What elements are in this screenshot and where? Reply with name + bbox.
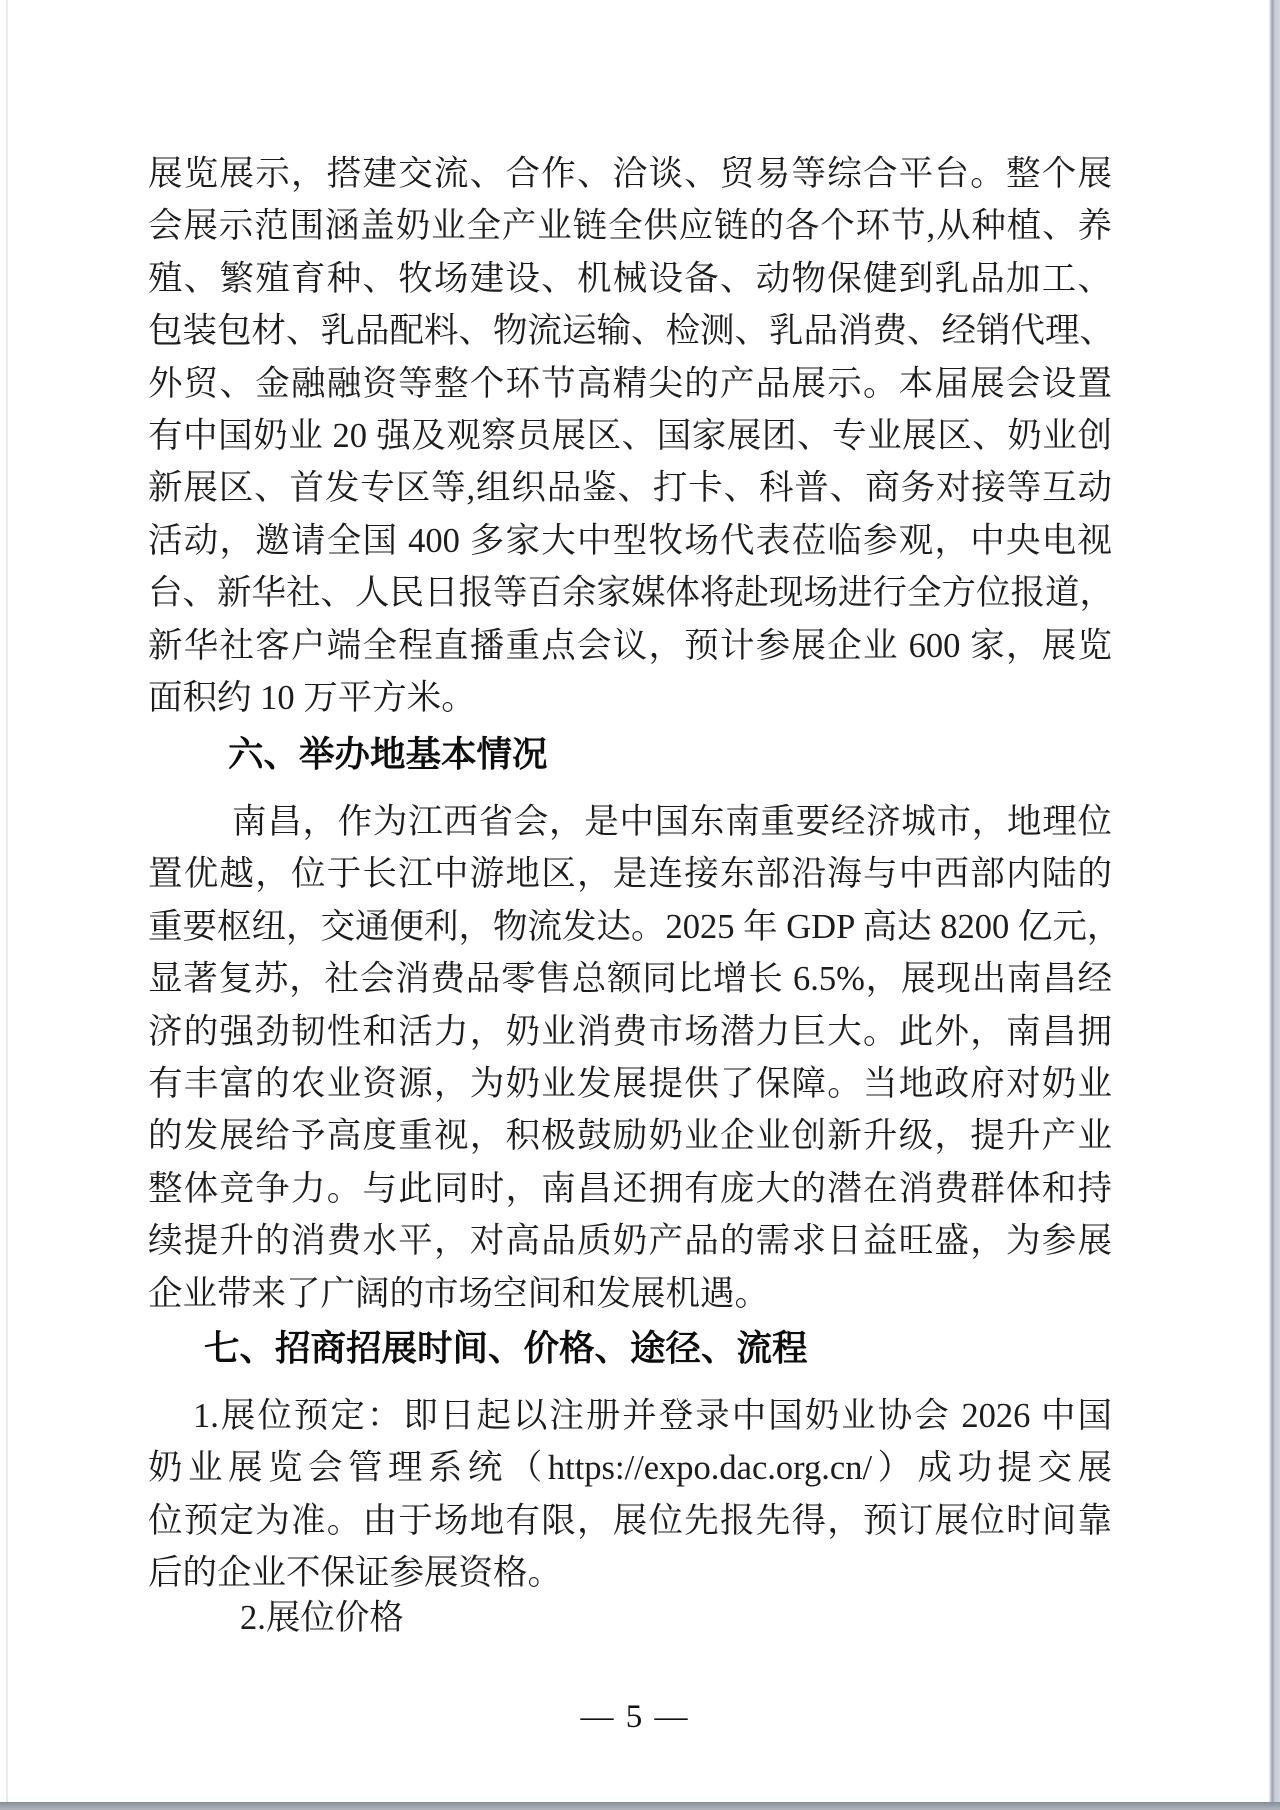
scan-bottom-edge-band — [0, 1802, 1280, 1810]
body-line: 展览展示，搭建交流、合作、洽谈、贸易等综合平台。整个展 — [148, 155, 1112, 193]
scan-left-edge-line — [6, 0, 8, 1810]
body-line: 奶业展览会管理系统（https://expo.dac.org.cn/）成功提交展 — [148, 1449, 1112, 1488]
body-line: 活动，邀请全国 400 多家大中型牧场代表莅临参观，中央电视 — [148, 521, 1112, 560]
body-line: 面积约 10 万平方米。 — [148, 679, 476, 718]
body-line: 南昌，作为江西省会，是中国东南重要经济城市，地理位 — [232, 803, 1112, 841]
body-line: 济的强劲韧性和活力，奶业消费市场潜力巨大。此外，南昌拥 — [148, 1012, 1112, 1051]
section-heading-7-booking-info: 七、招商招展时间、价格、途径、流程 — [204, 1328, 808, 1368]
body-line: 位预定为准。由于场地有限，展位先报先得，预订展位时间靠 — [148, 1501, 1112, 1540]
paragraph-nanchang-profile — [148, 796, 1122, 1320]
paragraph-exhibition-overview — [148, 148, 1112, 724]
body-line: 有丰富的农业资源，为奶业发展提供了保障。当地政府对奶业 — [148, 1065, 1112, 1104]
body-line: 有中国奶业 20 强及观察员展区、国家展团、专业展区、奶业创 — [148, 417, 1112, 456]
body-line: 台、新华社、人民日报等百余家媒体将赴现场进行全方位报道， — [148, 574, 1114, 613]
body-line: 企业带来了广阔的市场空间和发展机遇。 — [148, 1274, 769, 1313]
body-line: 新华社客户端全程直播重点会议，预计参展企业 600 家，展览 — [148, 626, 1112, 665]
body-line: 包装包材、乳品配料、物流运输、检测、乳品消费、经销代理、 — [148, 312, 1114, 351]
body-line: 外贸、金融融资等整个环节高精尖的产品展示。本届展会设置 — [148, 364, 1112, 403]
body-line: 1.展位预定：即日起以注册并登录中国奶业协会 2026 中国 — [193, 1397, 1112, 1435]
body-line: 的发展给予高度重视，积极鼓励奶业企业创新升级，提升产业 — [148, 1117, 1112, 1156]
paragraph-booth-reservation — [148, 1390, 1112, 1600]
body-line: 整体竞争力。与此同时，南昌还拥有庞大的潜在消费群体和持 — [148, 1169, 1112, 1208]
body-line: 新展区、首发专区等,组织品鉴、打卡、科普、商务对接等互动 — [148, 469, 1112, 508]
section-heading-6-venue-basics: 六、举办地基本情况 — [228, 734, 548, 774]
body-line: 续提升的消费水平，对高品质奶产品的需求日益旺盛，为参展 — [148, 1222, 1112, 1261]
page-number: — 5 — — [580, 1699, 690, 1735]
body-line: 2.展位价格 — [240, 1599, 404, 1637]
body-line: 显著复苏，社会消费品零售总额同比增长 6.5%，展现出南昌经 — [148, 960, 1112, 999]
body-line: 会展示范围涵盖奶业全产业链全供应链的各个环节,从种植、养 — [148, 207, 1112, 246]
body-line: 重要枢纽，交通便利，物流发达。2025 年 GDP 高达 8200 亿元， — [148, 907, 1122, 946]
body-line: 置优越，位于长江中游地区，是连接东部沿海与中西部内陆的 — [148, 855, 1112, 894]
body-line: 殖、繁殖育种、牧场建设、机械设备、动物保健到乳品加工、 — [148, 259, 1112, 298]
scan-right-edge-band — [1269, 0, 1280, 1810]
body-line: 后的企业不保证参展资格。 — [148, 1554, 562, 1593]
paragraph-booth-price — [148, 1592, 1112, 1644]
